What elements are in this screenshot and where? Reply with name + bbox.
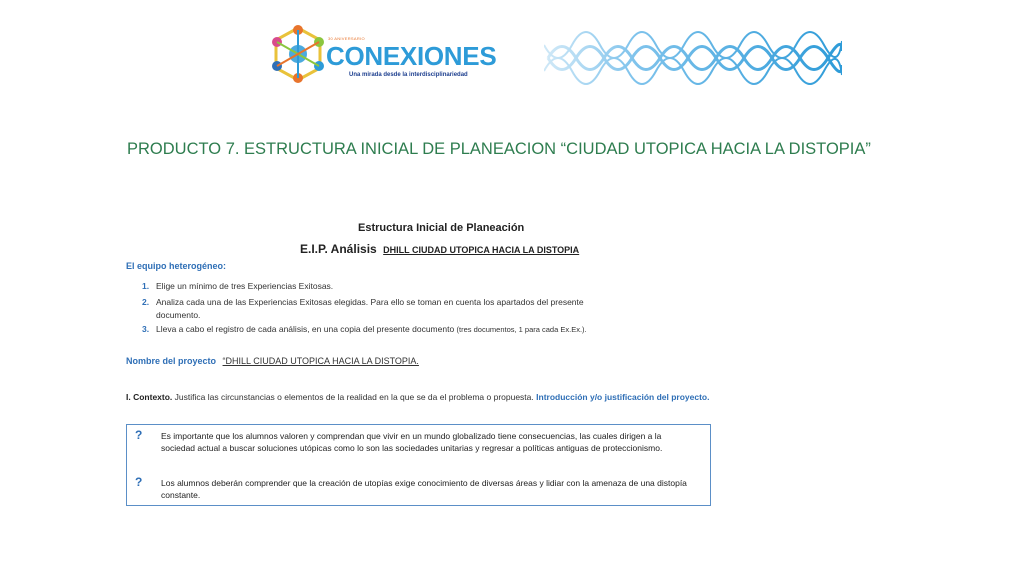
- eip-row: [300, 240, 579, 258]
- chain-decoration: [544, 31, 842, 85]
- context-subheading: Introducción y/o justificación del proyecto.: [536, 392, 710, 402]
- instruction-item: [142, 297, 584, 307]
- conexiones-logo: [270, 24, 497, 88]
- bullet-icon: ?: [135, 428, 143, 442]
- bullet-icon: ?: [135, 475, 143, 489]
- context-section: [126, 389, 716, 406]
- eip-value: DHILL CIUDAD UTOPICA HACIA LA DISTOPIA: [383, 245, 580, 255]
- instruction-item: [142, 324, 587, 334]
- instruction-note: (tres documentos, 1 para cada Ex.Ex.).: [456, 325, 587, 334]
- team-label: El equipo heterogéneo:: [126, 261, 227, 271]
- logo-tagline: 30 ANIVERSARIO: [328, 36, 365, 41]
- context-box: [126, 424, 711, 506]
- instruction-number: 1.: [142, 281, 150, 291]
- project-name-row: [126, 356, 419, 366]
- chain-links-icon: [544, 31, 842, 85]
- logo-subtitle: Una mirada desde la interdisciplinariedad: [349, 72, 468, 78]
- project-name-value: “DHILL CIUDAD UTOPICA HACIA LA DISTOPIA.: [222, 356, 419, 366]
- context-heading: I. Contexto.: [126, 392, 173, 402]
- instruction-text: Lleva a cabo el registro de cada análisis, en una copia del presente documento: [156, 324, 455, 334]
- context-text: Justifica las circunstancias o elementos de la realidad en la que se da el problema o propuesta.: [174, 392, 534, 402]
- project-name-label: Nombre del proyecto: [126, 356, 217, 366]
- context-paragraph: Los alumnos deberán comprender que la creación de utopías exige conocimiento de diversas áreas y lidiar con la amenaza de una distopía constante.: [161, 478, 687, 500]
- instruction-continuation: documento.: [156, 310, 201, 320]
- document-heading: Estructura Inicial de Planeación: [358, 222, 525, 234]
- instruction-text: Analiza cada una de las Experiencias Exitosas elegidas. Para ello se toman en cuenta los apartados del presente: [156, 297, 584, 307]
- instruction-number: 3.: [142, 324, 150, 334]
- page-title: PRODUCTO 7. ESTRUCTURA INICIAL DE PLANEACION “CIUDAD UTOPICA HACIA LA DISTOPIA”: [127, 140, 871, 158]
- instruction-item: [142, 281, 333, 291]
- logo-brand: CONEXIONES: [326, 41, 497, 71]
- hexagon-logo-icon: [270, 24, 326, 88]
- instruction-text: Elige un mínimo de tres Experiencias Exitosas.: [156, 281, 334, 291]
- planning-document: [126, 215, 716, 515]
- instruction-number: 2.: [142, 297, 150, 307]
- context-paragraph: Es importante que los alumnos valoren y comprendan que vivir en un mundo globalizado tiene consecuencias, las cuales dirigen a la sociedad actual a buscar soluciones utópicas como lo son las sociedades unitarias y regresar a políticas antiguas de proteccionismo.: [161, 431, 663, 453]
- eip-label: E.I.P. Análisis: [300, 242, 377, 256]
